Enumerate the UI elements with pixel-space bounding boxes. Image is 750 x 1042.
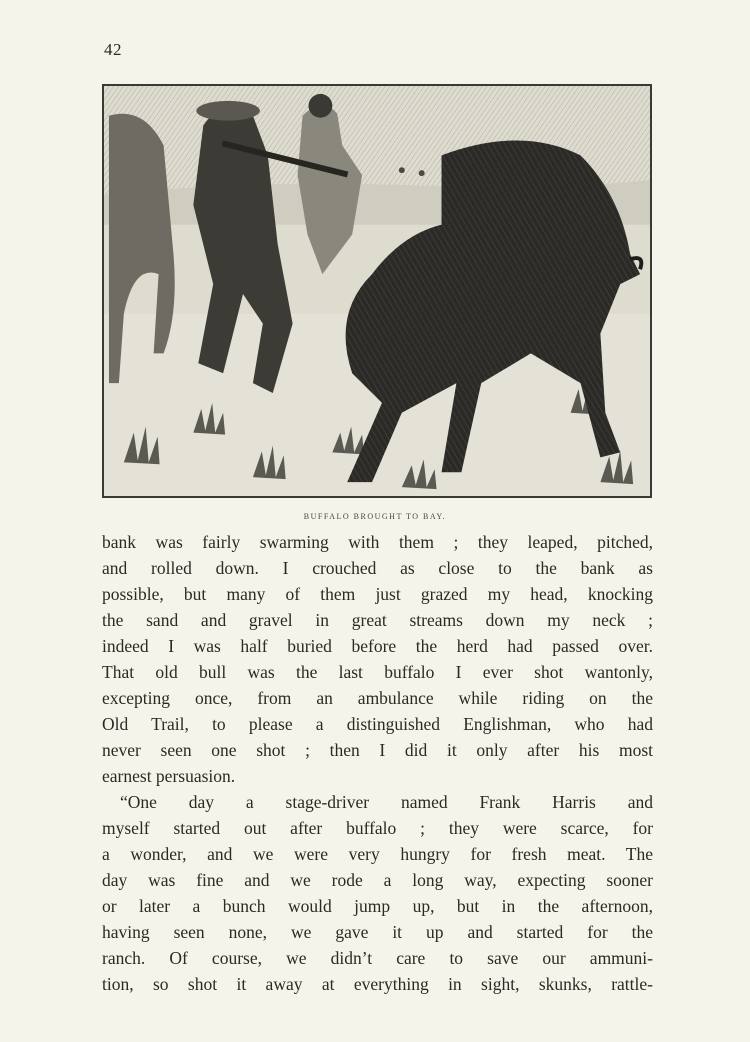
text-line: Old Trail, to please a distinguished Englishman, who had xyxy=(102,714,653,734)
text-line: indeed I was half buried before the herd had passed over. xyxy=(102,636,653,656)
page-number: 42 xyxy=(104,40,122,59)
figure-caption: BUFFALO BROUGHT TO BAY. xyxy=(303,512,447,521)
text-line: a wonder, and we were very hungry for fresh meat. The xyxy=(102,844,653,864)
text-line: never seen one shot ; then I did it only after his most xyxy=(102,740,653,760)
text-line: tion, so shot it away at everything in sight, skunks, rattle- xyxy=(102,974,653,994)
text-line: excepting once, from an ambulance while riding on the xyxy=(102,688,653,708)
text-line: bank was fairly swarming with them ; they leaped, pitched, xyxy=(102,532,653,552)
illustration xyxy=(102,84,652,498)
text-line: That old bull was the last buffalo I ever shot wantonly, xyxy=(102,662,653,682)
text-line: and rolled down. I crouched as close to the bank as xyxy=(102,558,653,578)
text-line: possible, but many of them just grazed my head, knocking xyxy=(102,584,653,604)
text-line: having seen none, we gave it up and started for the xyxy=(102,922,653,942)
body-text xyxy=(102,529,653,997)
text-line: day was fine and we rode a long way, expecting sooner xyxy=(102,870,653,890)
buffalo-hunt-engraving xyxy=(104,86,650,496)
text-line: “One day a stage-driver named Frank Harris and xyxy=(120,792,653,812)
text-line: earnest persuasion. xyxy=(102,766,236,786)
text-line: the sand and gravel in great streams down my neck ; xyxy=(102,610,653,630)
text-line: ranch. Of course, we didn’t care to save our ammuni- xyxy=(102,948,653,968)
text-line: or later a bunch would jump up, but in the afternoon, xyxy=(102,896,653,916)
text-line: myself started out after buffalo ; they were scarce, for xyxy=(102,818,653,838)
